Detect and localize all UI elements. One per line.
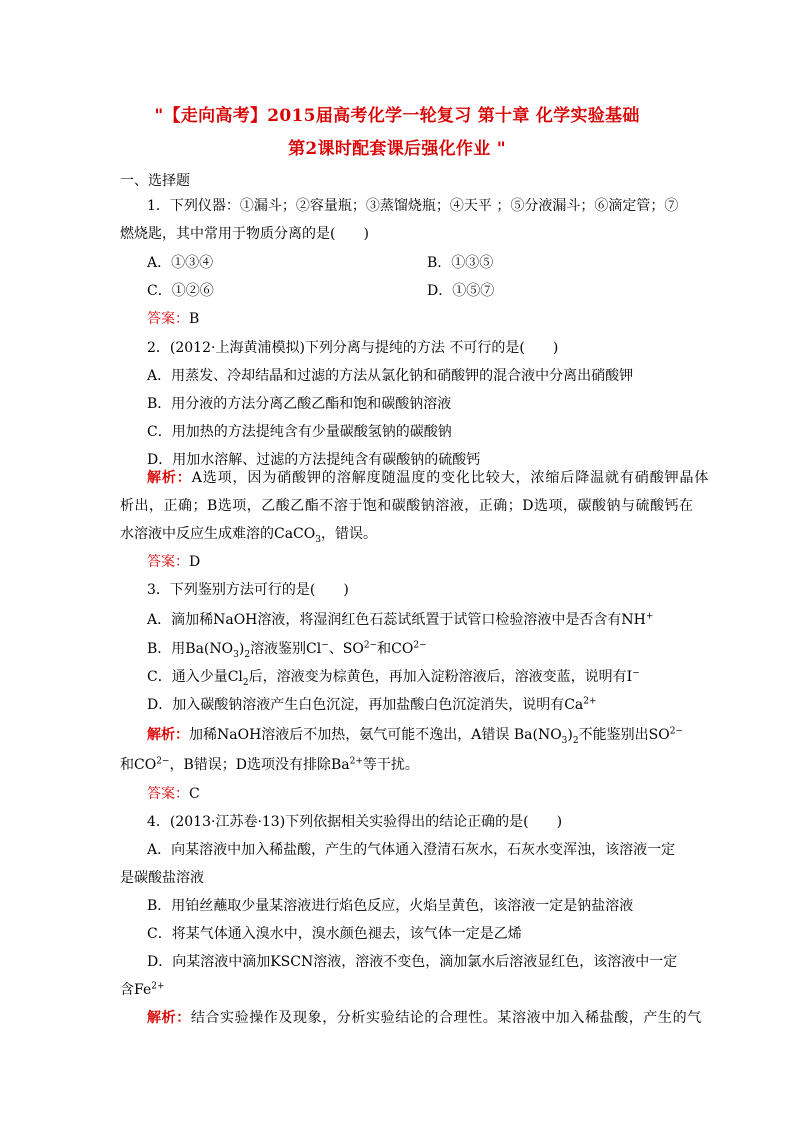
answer-value: D [189,554,201,570]
q3-analysis-line-2: 和$CO^{2-}$，B错误；D选项没有排除$Ba^{2+}$等干扰。 [120,756,419,773]
q4-analysis-line-1: 解析：结合实验操作及现象，分析实验结论的合理性。某溶液中加入稀盐酸，产生的气 [147,1010,702,1026]
analysis-label: 解析： [147,470,192,486]
q3-option-c: C．通入少量$Cl_2$后，溶液变为棕黄色，再加入淀粉溶液后，溶液变蓝，说明有I− [147,668,640,688]
q2-option-c: C．用加热的方法提纯含有少量碳酸氢钠的碳酸钠 [147,424,452,440]
q2-answer [147,553,200,571]
q3-option-b: B．用$Ba(NO_3)_2$溶液鉴别Cl−、$SO^{2-}$和$CO^{2-}$ [147,640,427,660]
q4-option-d-line-1: D．向某溶液中滴加KSCN溶液，溶液不变色，滴加氯水后溶液显红色，该溶液中一定 [147,954,678,970]
q1-stem-line-2: 燃烧匙，其中常用于物质分离的是( ) [120,226,369,242]
document-title-line-1: "【走向高考】2015届高考化学一轮复习 第十章 化学实验基础 [154,106,640,126]
q4-option-a-line-1: A．向某溶液中加入稀盐酸，产生的气体通入澄清石灰水，石灰水变浑浊，该溶液一定 [147,842,676,858]
q3-answer [147,785,200,803]
q3-analysis-line-1: 解析：加稀NaOH溶液后不加热，氨气可能不逸出，A错误 $Ba(NO_3)_2$不能鉴别出$SO^{2-}$ [147,726,683,746]
q1-option-b: B．①③⑤ [427,255,494,271]
answer-label: 答案： [147,311,189,327]
q2-option-a: A．用蒸发、冷却结晶和过滤的方法从氯化钠和硝酸钾的混合液中分离出硝酸钾 [147,368,634,384]
q2-analysis-line-3: 水溶液中反应生成难溶的CaCO$_3$，错误。 [120,526,377,545]
document-title-line-2: 第2课时配套课后强化作业 " [288,139,506,159]
q2-analysis-line-1: 解析：A选项，因为硝酸钾的溶解度随温度的变化比较大，浓缩后降温就有硝酸钾晶体 [147,470,710,486]
section-heading: 一、选择题 [120,173,190,189]
q4-stem: 4．(2013·江苏卷·13)下列依据相关实验得出的结论正确的是( ) [147,814,563,830]
q2-option-d: D．用加水溶解、过滤的方法提纯含有碳酸钠的硫酸钙 [147,452,481,468]
q1-option-d: D．①⑤⑦ [427,283,495,299]
q3-option-d: D．加入碳酸钠溶液产生白色沉淀，再加盐酸白色沉淀消失，说明有$Ca^{2+}$ [147,696,597,713]
analysis-label: 解析： [147,727,189,743]
q2-option-b: B．用分液的方法分离乙酸乙酯和饱和碳酸钠溶液 [147,396,452,412]
answer-label: 答案： [147,554,189,570]
answer-value: C [189,786,200,802]
analysis-label: 解析： [147,1010,191,1026]
q1-stem-line-1: 1．下列仪器：①漏斗；②容量瓶；③蒸馏烧瓶；④天平 ；⑤分液漏斗；⑥滴定管；⑦ [147,198,679,214]
q1-answer [147,310,199,328]
q1-option-c: C．①②⑥ [147,283,214,299]
q1-option-a: A．①③④ [147,255,214,271]
q3-option-a: A．滴加稀NaOH溶液，将湿润红色石蕊试纸置于试管口检验溶液中是否含有NH+ [147,611,654,628]
q4-option-a-line-2: 是碳酸盐溶液 [120,870,204,886]
q4-option-c: C．将某气体通入溴水中，溴水颜色褪去，该气体一定是乙烯 [147,926,522,942]
q2-analysis-line-2: 析出，正确；B选项，乙酸乙酯不溶于饱和碳酸钠溶液，正确；D选项，碳酸钠与硫酸钙在 [120,498,694,514]
answer-label: 答案： [147,786,189,802]
q3-stem: 3．下列鉴别方法可行的是( ) [147,582,349,598]
q2-stem: 2．(2012·上海黄浦模拟)下列分离与提纯的方法 不可行的是( ) [147,340,559,356]
q4-option-d-line-2: 含$Fe^{2+}$ [120,981,165,998]
answer-value: B [189,311,200,327]
q4-option-b: B．用铂丝蘸取少量某溶液进行焰色反应，火焰呈黄色，该溶液一定是钠盐溶液 [147,898,634,914]
